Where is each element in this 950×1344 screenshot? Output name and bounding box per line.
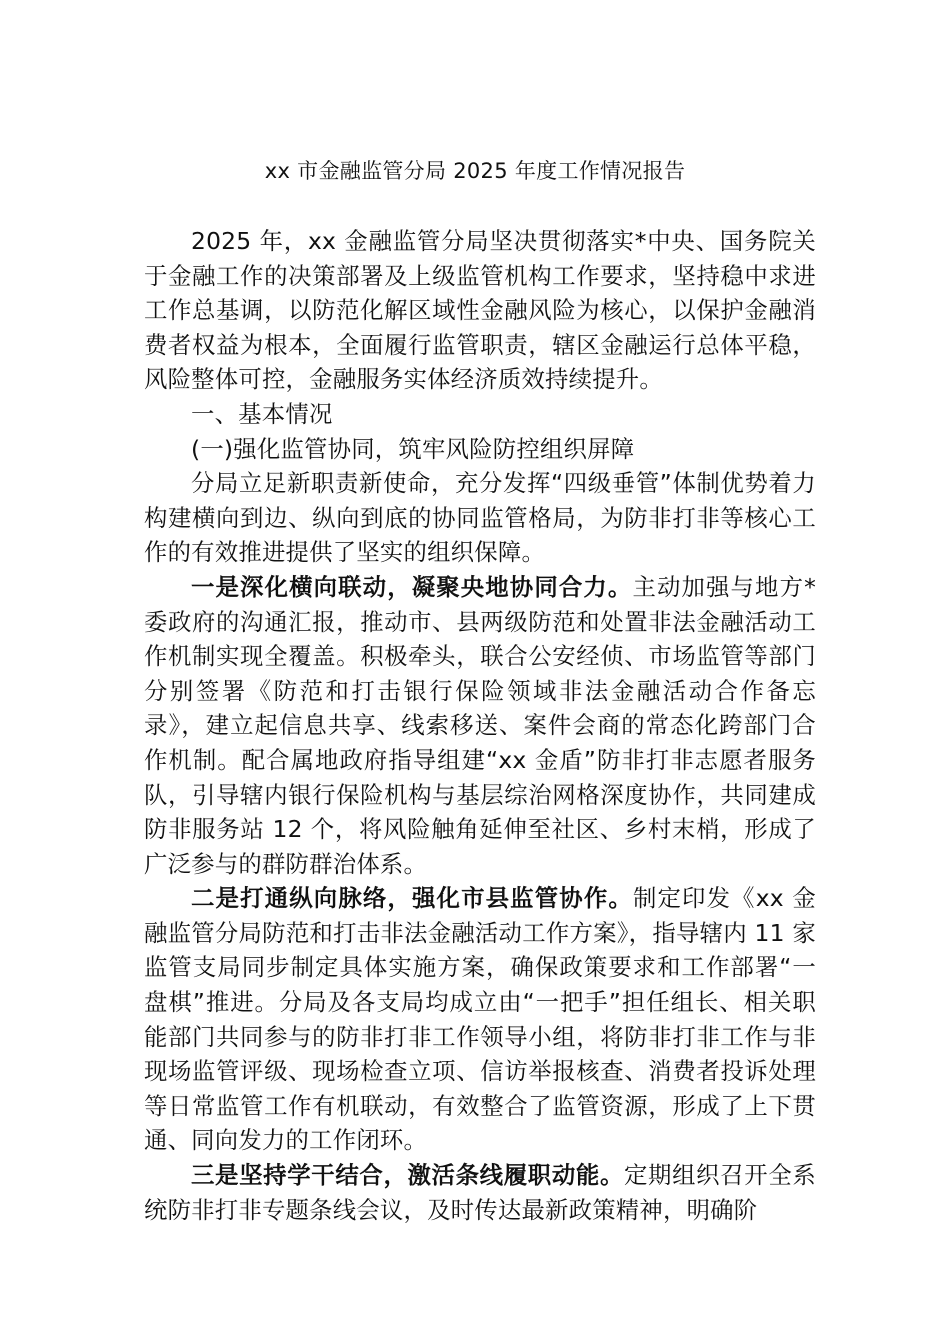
point-one-text: 主动加强与地方*委政府的沟通汇报，推动市、县两级防范和处置非法金融活动工作机制实现全覆盖。积极牵头，联合公安经侦、市场监管等部门分别签署《防范和打击银行保险领域非法金融活动合作备忘录》，建立起信息共享、线索移送、案件会商的常态化跨部门合作机制。配合属地政府指导组建“xx 金盾”防非打非志愿者服务队，引导辖内银行保险机构与基层综治网格深度协作，共同建成防非服务站 12 个，将风险触角延伸至社区、乡村末梢，形成了广泛参与的群防群治体系。 (144, 572, 816, 878)
point-one-lead: 一是深化横向联动，凝聚央地协同合力。 (191, 572, 633, 601)
subsection-intro-paragraph: 分局立足新职责新使命，充分发挥“四级垂管”体制优势着力构建横向到边、纵向到底的协同监管格局，为防非打非等核心工作的有效推进提供了坚实的组织保障。 (144, 469, 816, 567)
point-two-text: 制定印发《xx 金融监管分局防范和打击非法金融活动工作方案》，指导辖内 11 家监管支局同步制定具体实施方案，确保政策要求和工作部署“一盘棋”推进。分局及各支局均成立由“一把手”担任组长、相关职能部门共同参与的防非打非工作领导小组，将防非打非工作与非现场监管评级、现场检查立项、信访举报核查、消费者投诉处理等日常监管工作有机联动，有效整合了监管资源，形成了上下贯通、同向发力的工作闭环。 (144, 884, 816, 1155)
document-body (144, 224, 816, 1227)
page-title: xx 市金融监管分局 2025 年度工作情况报告 (264, 159, 686, 183)
point-two-lead: 二是打通纵向脉络，强化市县监管协作。 (191, 884, 633, 913)
subsection-heading: (一)强化监管协同，筑牢风险防控组织屏障 (191, 434, 635, 463)
intro-paragraph: 2025 年，xx 金融监管分局坚决贯彻落实*中央、国务院关于金融工作的决策部署及上级监管机构工作要求，坚持稳中求进工作总基调，以防范化解区域性金融风险为核心，以保护金融消费者权益为根本，全面履行监管职责，辖区金融运行总体平稳，风险整体可控，金融服务实体经济质效持续提升。 (144, 227, 816, 394)
point-two-paragraph (144, 881, 816, 1158)
point-three-text: 定期组织召开全系统防非打非专题条线会议，及时传达最新政策精神，明确阶 (144, 1161, 816, 1224)
section-heading: 一、基本情况 (191, 399, 333, 428)
point-three-paragraph (144, 1158, 816, 1227)
point-one-paragraph (144, 570, 816, 881)
point-three-lead: 三是坚持学干结合，激活条线履职动能。 (191, 1161, 624, 1190)
